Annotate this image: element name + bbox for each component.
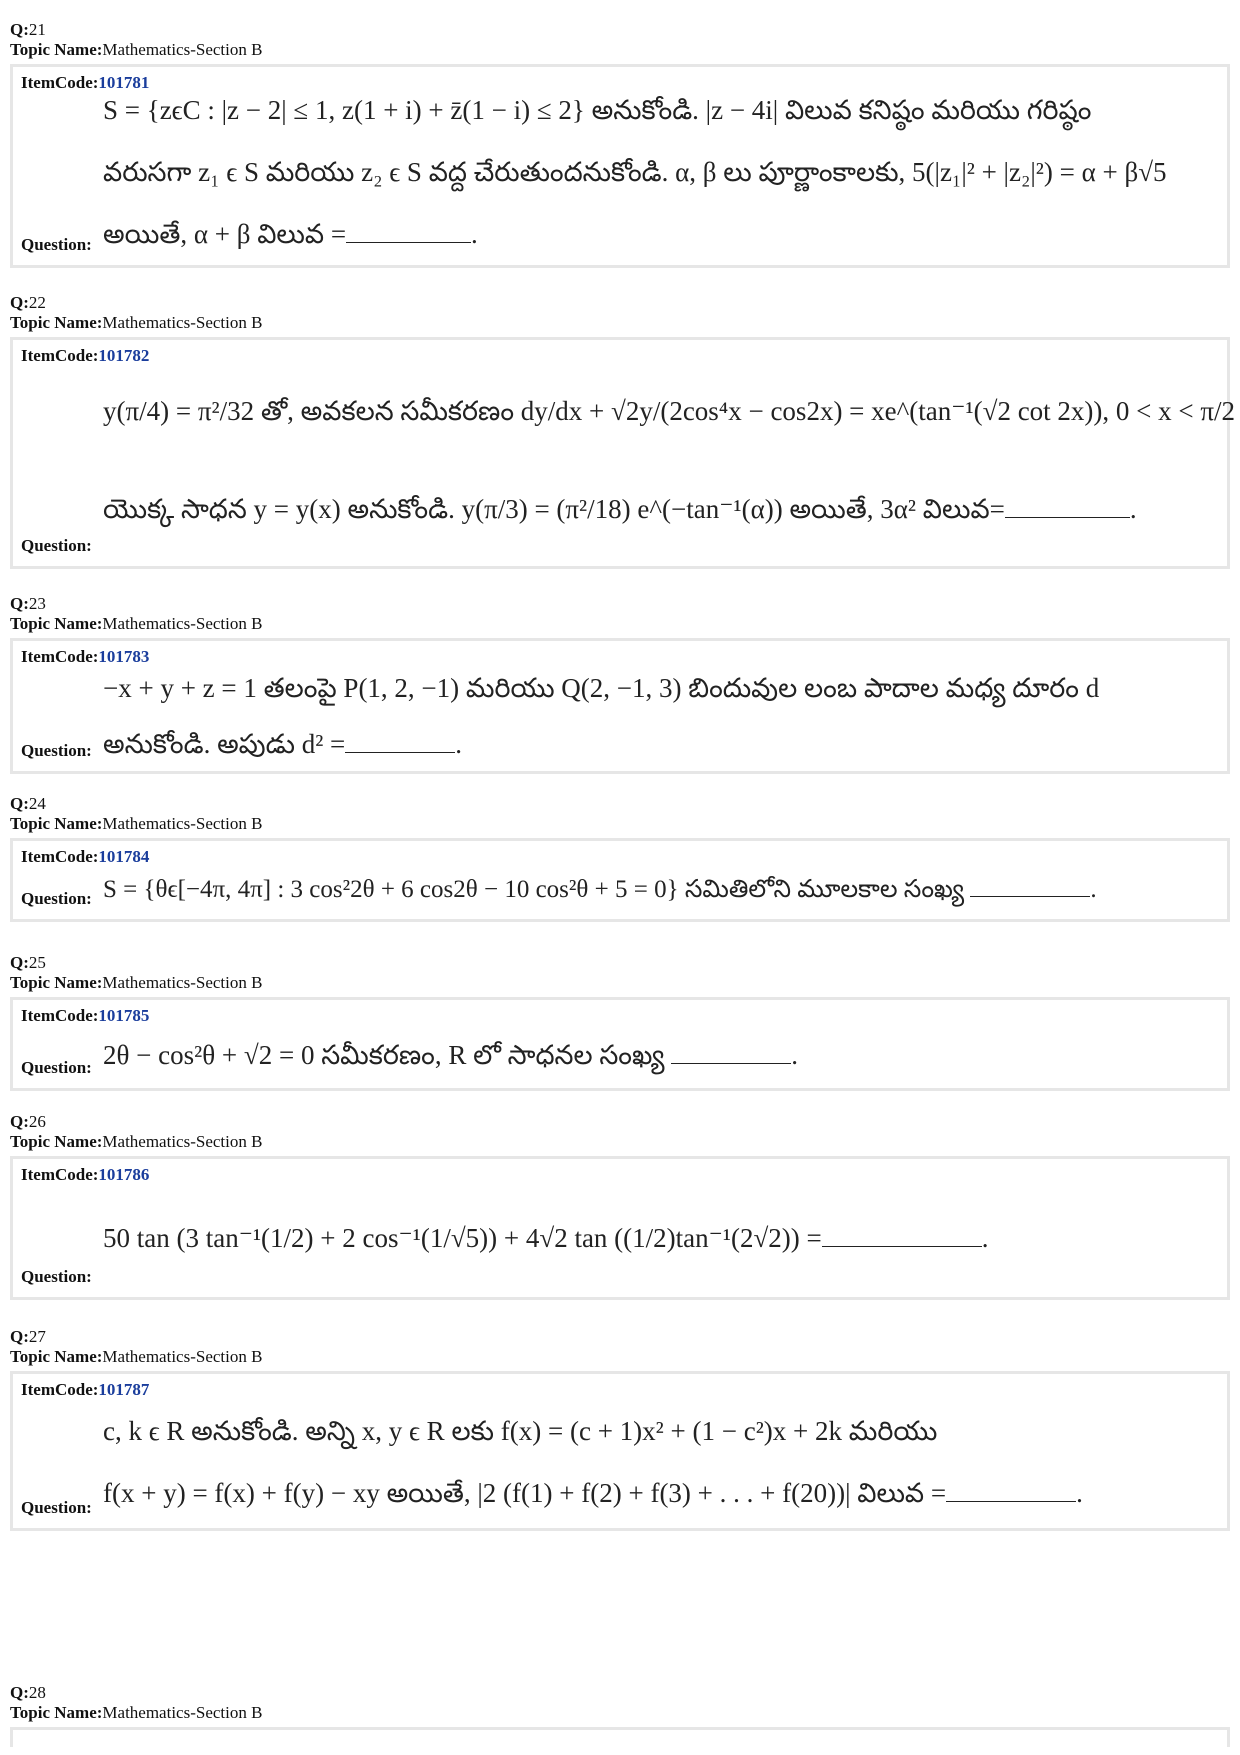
question-block-26 — [10, 1112, 1230, 1300]
answer-blank — [671, 1039, 791, 1064]
question-box — [10, 64, 1230, 268]
question-number: Q:28 — [10, 1683, 46, 1702]
question-text-line-1: −x + y + z = 1 తలంపై P(1, 2, −1) మరియు Q(2, −1, 3) బిందువుల లంబ పాదాల మధ్య దూరం d — [103, 673, 1100, 703]
question-number: Q:23 — [10, 594, 46, 613]
question-box — [10, 1727, 1230, 1747]
question-block-28 — [10, 1683, 1230, 1747]
question-text-line-1: c, k ϵ R అనుకోండి. అన్ని x, y ϵ R లకు f(x) = (c + 1)x² + (1 − c²)x + 2k మరియు — [103, 1416, 938, 1446]
question-number: Q:24 — [10, 794, 46, 813]
answer-blank — [1005, 493, 1130, 518]
item-code: ItemCode:101784 — [21, 847, 150, 866]
item-code: ItemCode:101785 — [21, 1006, 150, 1025]
topic-name: Topic Name:Mathematics-Section B — [10, 1703, 263, 1722]
question-label: Question: — [21, 1498, 92, 1517]
topic-name: Topic Name:Mathematics-Section B — [10, 1132, 263, 1151]
question-text-line-2: వరుసగా z₁ ϵ S మరియు z₂ ϵ S వద్ద చేరుతుందనుకోండి. α, β లు పూర్ణాంకాలకు, 5(|z₁|² + |z₂|²) = α + β√5 — [103, 157, 1167, 187]
question-text-line-1: 50 tan (3 tan⁻¹(1/2) + 2 cos⁻¹(1/√5)) + 4√2 tan ((1/2)tan⁻¹(2√2)) = . — [103, 1223, 989, 1253]
answer-blank — [970, 872, 1090, 897]
question-box — [10, 1371, 1230, 1531]
topic-name: Topic Name:Mathematics-Section B — [10, 40, 263, 59]
question-text-line-2: f(x + y) = f(x) + f(y) − xy అయితే, |2 (f(1) + f(2) + f(3) + . . . + f(20))| విలువ = . — [103, 1478, 1083, 1508]
item-code: ItemCode:101782 — [21, 346, 150, 365]
question-label: Question: — [21, 1058, 92, 1077]
question-block-24 — [10, 794, 1230, 922]
question-text-line-1: 2θ − cos²θ + √2 = 0 సమీకరణం, R లో సాధనల సంఖ్య . — [103, 1040, 798, 1070]
question-text-line-1: y(π/4) = π²/32 తో, అవకలన సమీకరణం dy/dx + √2y/(2cos⁴x − cos2x) = xe^(tan⁻¹(√2 cot 2x)), 0 < x < π/2 — [103, 396, 1235, 426]
question-box — [10, 1156, 1230, 1300]
question-block-21 — [10, 20, 1230, 268]
question-box — [10, 997, 1230, 1091]
topic-name: Topic Name:Mathematics-Section B — [10, 1347, 263, 1366]
question-block-23 — [10, 594, 1230, 774]
question-block-25 — [10, 953, 1230, 1091]
question-box — [10, 337, 1235, 569]
item-code: ItemCode:101786 — [21, 1165, 150, 1184]
answer-blank — [346, 218, 471, 243]
topic-name: Topic Name:Mathematics-Section B — [10, 313, 263, 332]
question-text-line-2: అనుకోండి. అపుడు d² = . — [103, 729, 463, 759]
answer-blank — [345, 728, 455, 753]
question-label: Question: — [21, 741, 92, 760]
question-text-line-3: అయితే, α + β విలువ = . — [103, 219, 478, 249]
topic-name: Topic Name:Mathematics-Section B — [10, 614, 263, 633]
question-number: Q:25 — [10, 953, 46, 972]
question-text-line-1: S = {θϵ[−4π, 4π] : 3 cos²2θ + 6 cos2θ − 10 cos²θ + 5 = 0} సమితిలోని మూలకాల సంఖ్య . — [103, 871, 1215, 909]
question-box — [10, 638, 1230, 774]
question-block-22 — [10, 293, 1235, 569]
question-number: Q:26 — [10, 1112, 46, 1131]
item-code: ItemCode:101787 — [21, 1380, 150, 1399]
question-label: Question: — [21, 1267, 92, 1286]
topic-name: Topic Name:Mathematics-Section B — [10, 814, 263, 833]
item-code: ItemCode:101783 — [21, 647, 150, 666]
question-number: Q:21 — [10, 20, 46, 39]
question-number: Q:27 — [10, 1327, 46, 1346]
question-number: Q:22 — [10, 293, 46, 312]
topic-name: Topic Name:Mathematics-Section B — [10, 973, 263, 992]
question-label: Question: — [21, 536, 92, 555]
answer-blank — [822, 1222, 982, 1247]
question-block-27 — [10, 1327, 1230, 1531]
answer-blank — [946, 1477, 1076, 1502]
question-box — [10, 838, 1230, 922]
question-text-line-2: యొక్క సాధన y = y(x) అనుకోండి. y(π/3) = (π²/18) e^(−tan⁻¹(α)) అయితే, 3α² విలువ= . — [103, 494, 1137, 524]
question-label: Question: — [21, 889, 92, 908]
item-code: ItemCode:101781 — [21, 73, 150, 92]
question-text-line-1: S = {zϵC : |z − 2| ≤ 1, z(1 + i) + z̄(1 − i) ≤ 2} అనుకోండి. |z − 4i| విలువ కనిష్ఠం మరియు గరిష్ఠం — [103, 95, 1092, 125]
question-label: Question: — [21, 235, 92, 254]
